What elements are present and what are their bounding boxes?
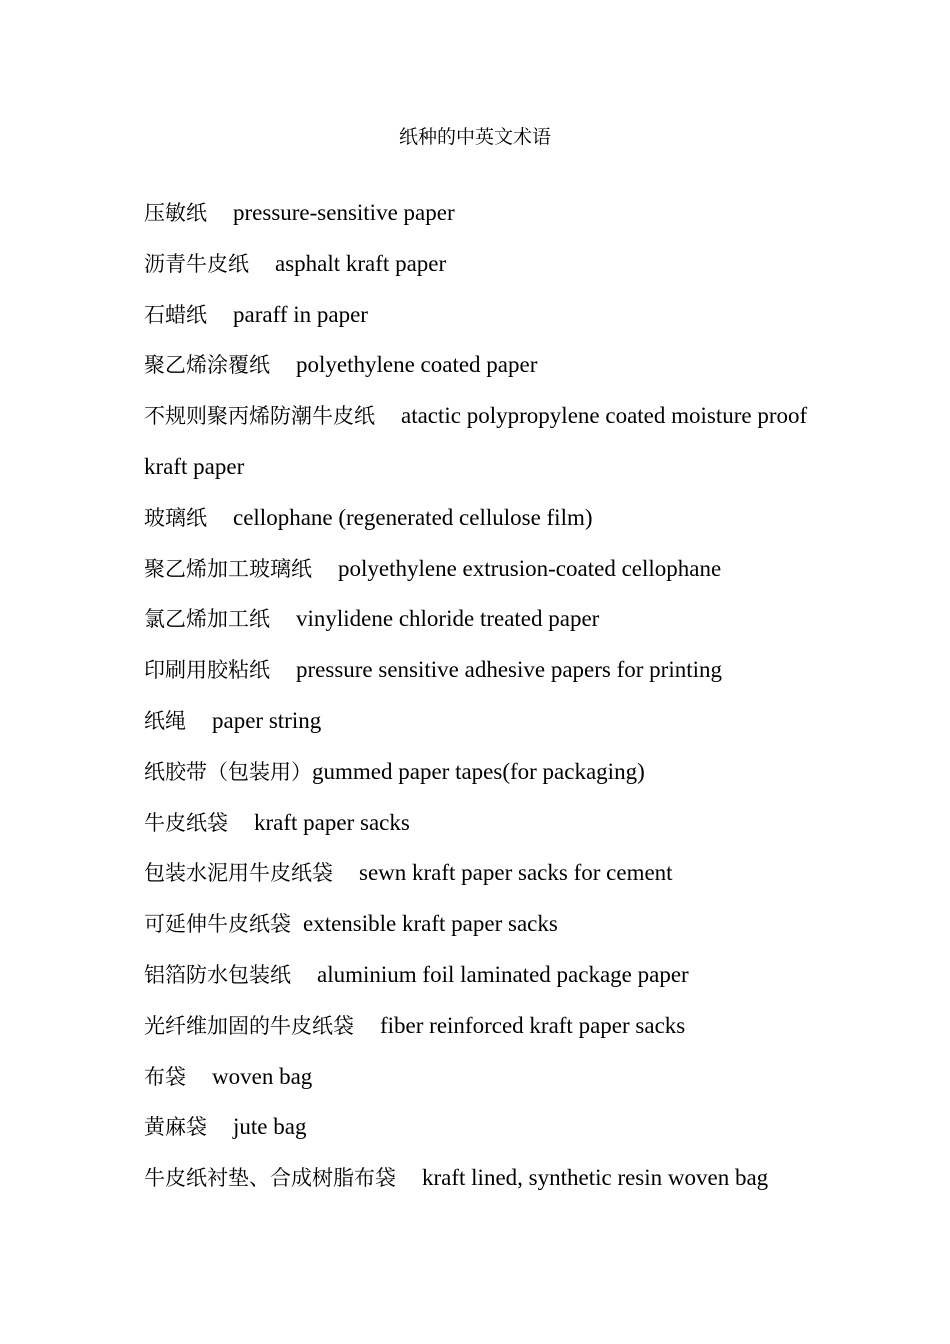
term-entry (144, 899, 814, 950)
term-entry (144, 1001, 814, 1052)
term-entry (144, 848, 814, 899)
term-entry (144, 696, 814, 747)
term-entry (144, 950, 814, 1001)
term-english: pressure-sensitive paper (233, 200, 455, 225)
term-entry (144, 493, 814, 544)
term-entry (144, 747, 814, 798)
term-chinese: 聚乙烯加工玻璃纸 (144, 556, 312, 581)
term-entry (144, 645, 814, 696)
term-entry (144, 188, 814, 239)
term-entry (144, 1102, 814, 1153)
term-english: pressure sensitive adhesive papers for printing (296, 657, 723, 683)
term-english: asphalt kraft paper (275, 250, 447, 276)
term-english: woven bag (212, 1063, 313, 1089)
term-english: polyethylene coated paper (296, 352, 538, 378)
term-entry (144, 1153, 814, 1204)
term-english: extensible kraft paper sacks (303, 911, 558, 937)
term-chinese: 黄麻袋 (144, 1115, 207, 1140)
term-entry (144, 594, 814, 645)
term-english: fiber reinforced kraft paper sacks (380, 1012, 686, 1038)
term-chinese: 布袋 (144, 1064, 186, 1089)
term-entry (144, 340, 814, 391)
term-chinese: 光纤维加固的牛皮纸袋 (144, 1013, 354, 1038)
term-chinese: 纸绳 (144, 708, 186, 733)
term-chinese: 牛皮纸袋 (144, 810, 228, 835)
term-chinese: 聚乙烯涂覆纸 (144, 353, 270, 378)
term-chinese: 玻璃纸 (144, 505, 207, 530)
term-english: aluminium foil laminated package paper (317, 961, 689, 987)
term-entry (144, 239, 814, 290)
term-english: kraft paper sacks (254, 809, 410, 835)
term-english: sewn kraft paper sacks for cement (359, 860, 673, 886)
term-chinese: 包装水泥用牛皮纸袋 (144, 861, 333, 886)
term-english: vinylidene chloride treated paper (296, 606, 600, 632)
term-english: kraft lined, synthetic resin woven bag (422, 1165, 769, 1191)
term-english: paraff in paper (233, 301, 368, 327)
term-chinese: 不规则聚丙烯防潮牛皮纸 (144, 404, 375, 429)
term-entry (144, 544, 814, 595)
term-english: cellophane (regenerated cellulose film) (233, 504, 593, 530)
term-english: polyethylene extrusion-coated cellophane (338, 555, 722, 581)
term-chinese: 氯乙烯加工纸 (144, 607, 270, 632)
term-chinese: 铝箔防水包装纸 (144, 962, 291, 987)
term-english: atactic polypropylene coated moisture proof kraft paper (144, 403, 808, 479)
term-chinese: 石蜡纸 (144, 302, 207, 327)
term-chinese: 牛皮纸衬垫、合成树脂布袋 (144, 1166, 396, 1191)
term-entry (144, 391, 814, 493)
term-chinese: 纸胶带（包装用） (144, 759, 312, 784)
document-title: 纸种的中英文术语 (398, 126, 551, 148)
term-entry (144, 290, 814, 341)
term-chinese: 可延伸牛皮纸袋 (144, 912, 291, 937)
term-entry (144, 1052, 814, 1103)
term-english: paper string (212, 707, 322, 733)
term-chinese: 印刷用胶粘纸 (144, 658, 270, 683)
term-english: jute bag (233, 1114, 307, 1140)
term-english: gummed paper tapes(for packaging) (312, 758, 645, 784)
term-chinese: 压敏纸 (144, 201, 207, 225)
term-chinese: 沥青牛皮纸 (144, 251, 249, 276)
term-entry (144, 798, 814, 849)
term-list (144, 188, 814, 1204)
